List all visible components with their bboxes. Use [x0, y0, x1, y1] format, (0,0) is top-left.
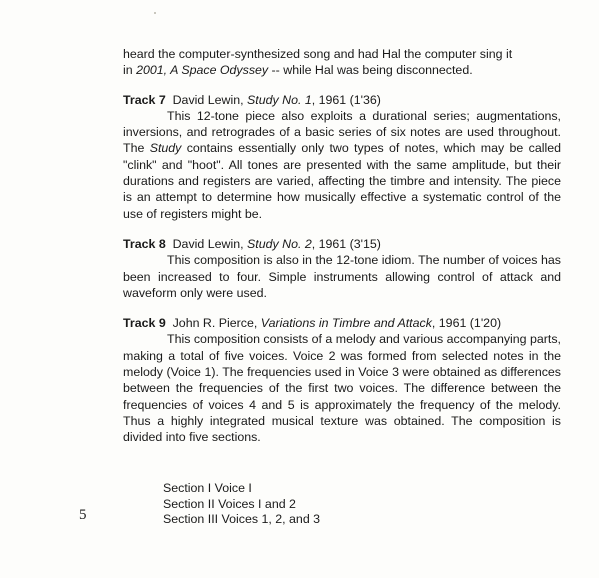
section-list	[163, 481, 320, 528]
paper-speck	[154, 12, 156, 14]
description-text: contains essentially only two types of notes, which may be called "clink" and "hoot". All tones are presented with the same amplitude, but their durations and registers are varied, affecting the timbre and intensity. The piece is an attempt to determine how musically effective a systematic control of the use of registers might be.	[123, 141, 561, 221]
intro-paragraph	[123, 46, 561, 79]
track-composer: John R. Pierce,	[172, 316, 261, 331]
section-row: Section II Voices I and 2	[163, 496, 296, 511]
section-row: Section III Voices 1, 2, and 3	[163, 512, 321, 526]
track-list	[123, 92, 561, 446]
track-composer: David Lewin,	[172, 92, 247, 107]
intro-line-2-prefix: in	[123, 63, 137, 78]
track-title: Study No. 2	[247, 236, 312, 251]
track-heading	[123, 315, 561, 331]
page-number: 5	[79, 507, 87, 523]
track-block	[123, 92, 561, 222]
track-heading	[123, 92, 561, 108]
track-description	[123, 331, 561, 445]
description-text: This 12-tone piece also exploits a durational series; augmentations, inversions, and retrogrades of a basic series of six notes are used throughout. The	[123, 108, 561, 156]
track-title: Study No. 1	[247, 92, 312, 107]
track-info: , 1961 (3'15)	[311, 236, 381, 251]
track-block	[123, 315, 561, 445]
text-column	[123, 46, 561, 446]
track-block	[123, 236, 561, 301]
track-info: , 1961 (1'36)	[311, 92, 381, 107]
intro-line-2-suffix: -- while Hal was being disconnected.	[268, 63, 473, 78]
track-title: Variations in Timbre and Attack	[260, 316, 432, 331]
description-text: This composition consists of a melody and various accompanying parts, making a total of five voices. Voice 2 was formed from selected notes in the melody (Voice 1). The frequencies used in Voice 3 were obtained as differences between the frequencies of the first two voices. The difference between the frequencies of voices 4 and 5 is approximately the frequency of the melody. Thus a highly integrated musical texture was obtained. The composition is divided into five sections.	[123, 332, 561, 445]
track-label: Track 7	[123, 92, 166, 107]
description-text: This composition is also in the 12-tone idiom. The number of voices has been increased to four. Simple instruments allowing control of attack and waveform only were used.	[123, 253, 561, 300]
track-info: , 1961 (1'20)	[431, 316, 502, 331]
track-composer: David Lewin,	[172, 236, 247, 251]
track-label: Track 9	[123, 316, 166, 331]
track-label: Track 8	[123, 236, 166, 251]
film-title: 2001, A Space Odyssey	[136, 63, 269, 78]
track-description	[123, 108, 561, 222]
intro-line-1: heard the computer-synthesized song and had Hal the computer sing it	[123, 47, 513, 61]
section-row: Section I Voice I	[163, 481, 252, 495]
track-description	[123, 252, 561, 301]
work-title: Study	[149, 141, 182, 156]
track-heading	[123, 236, 561, 252]
